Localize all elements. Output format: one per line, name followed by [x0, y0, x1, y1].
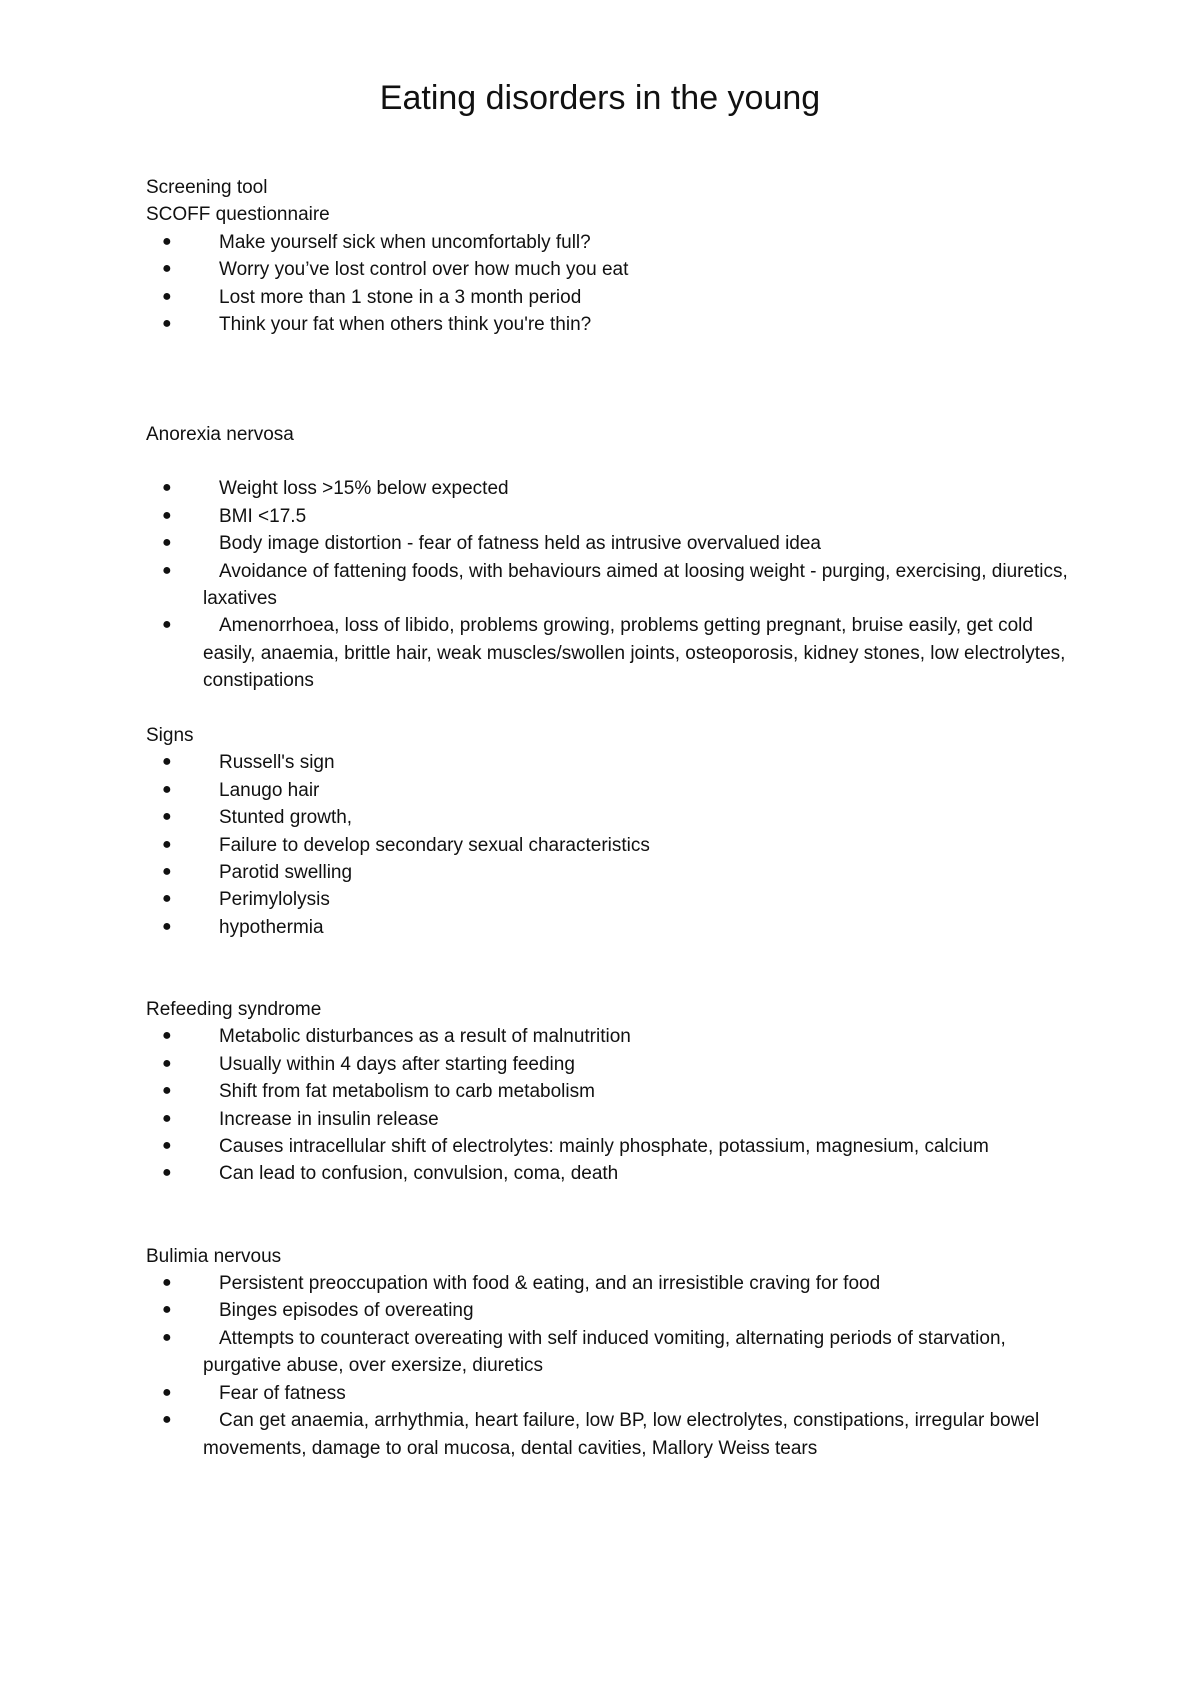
section-heading: Signs [146, 725, 194, 747]
section-heading: Refeeding syndrome [146, 999, 322, 1021]
bullet-icon: ● [162, 863, 172, 881]
bullet-icon: ● [162, 1328, 172, 1346]
list-item: ● Failure to develop secondary sexual characteristics [146, 832, 1076, 859]
list-item: ● Increase in insulin release [146, 1106, 1076, 1133]
section-screening [146, 174, 1076, 338]
bullet-icon: ● [162, 1137, 172, 1155]
list-item: ● Metabolic disturbances as a result of malnutrition [146, 1023, 1076, 1050]
bullet-icon: ● [162, 1164, 172, 1182]
bullet-icon: ● [162, 1082, 172, 1100]
bullet-icon: ● [162, 917, 172, 935]
bullet-icon: ● [162, 1109, 172, 1127]
bullet-icon: ● [162, 1274, 172, 1292]
bullet-list [146, 475, 1076, 694]
list-item: ● Perimylolysis [146, 886, 1076, 913]
bullet-icon: ● [162, 835, 172, 853]
list-item: ● Stunted growth, [146, 804, 1076, 831]
section-signs [146, 722, 1076, 941]
list-item: ● hypothermia [146, 914, 1076, 941]
bullet-icon: ● [162, 534, 172, 552]
bullet-icon: ● [162, 506, 172, 524]
bullet-icon: ● [162, 315, 172, 332]
list-item: ● Russell's sign [146, 749, 1076, 776]
bullet-icon: ● [162, 753, 172, 771]
section-heading: Bulimia nervous [146, 1245, 282, 1267]
list-item: ● Persistent preoccupation with food & eating, and an irresistible craving for food [146, 1270, 1076, 1297]
bullet-list [146, 229, 1076, 339]
list-item: ● Attempts to counteract overeating with self induced vomiting, alternating periods of starvation, purgative abuse, over exersize, diuretics [146, 1325, 1076, 1380]
bullet-icon: ● [162, 616, 172, 634]
section-heading: Anorexia nervosa [146, 423, 294, 445]
bullet-icon: ● [162, 890, 172, 908]
list-item: ● BMI <17.5 [146, 503, 1076, 530]
bullet-icon: ● [162, 479, 172, 497]
bullet-icon: ● [162, 260, 172, 278]
document-title: Eating disorders in the young [379, 79, 821, 117]
bullet-icon: ● [162, 1383, 172, 1401]
bullet-list [146, 1023, 1076, 1187]
section-subheading: SCOFF questionnaire [146, 204, 330, 226]
list-item: ● Lost more than 1 stone in a 3 month period [146, 284, 1076, 311]
list-item: ● Causes intracellular shift of electrolytes: mainly phosphate, potassium, magnesium, calcium [146, 1133, 1076, 1160]
list-item: ● Binges episodes of overeating [146, 1297, 1076, 1324]
list-item: ● Amenorrhoea, loss of libido, problems growing, problems getting pregnant, bruise easily, get cold easily, anaemia, brittle hair, weak muscles/swollen joints, osteoporosis, kidney stones, low electrolytes, constipations [146, 612, 1076, 694]
bullet-icon: ● [162, 780, 172, 798]
section-refeeding [146, 996, 1076, 1188]
bullet-icon: ● [162, 1411, 172, 1429]
bullet-icon: ● [162, 287, 172, 305]
section-bulimia [146, 1243, 1076, 1462]
bullet-icon: ● [162, 232, 172, 250]
bullet-list [146, 1270, 1076, 1462]
list-item: ● Make yourself sick when uncomfortably full? [146, 229, 1076, 256]
section-heading: Screening tool [146, 177, 268, 198]
bullet-icon: ● [162, 1054, 172, 1072]
bullet-icon: ● [162, 1027, 172, 1045]
list-item: ● Shift from fat metabolism to carb metabolism [146, 1078, 1076, 1105]
bullet-icon: ● [162, 1301, 172, 1319]
list-item: ● Can get anaemia, arrhythmia, heart failure, low BP, low electrolytes, constipations, irregular bowel movements, damage to oral mucosa, dental cavities, Mallory Weiss tears [146, 1407, 1076, 1462]
list-item: ● Worry you’ve lost control over how much you eat [146, 256, 1076, 283]
list-item: ● Avoidance of fattening foods, with behaviours aimed at loosing weight - purging, exercising, diuretics, laxatives [146, 558, 1076, 613]
bullet-icon: ● [162, 561, 172, 579]
list-item: ● Usually within 4 days after starting feeding [146, 1051, 1076, 1078]
list-item: ● Think your fat when others think you're thin? [146, 311, 1076, 338]
list-item: ● Fear of fatness [146, 1380, 1076, 1407]
document-body [146, 174, 1076, 1462]
section-anorexia [146, 421, 1076, 695]
list-item: ● Body image distortion - fear of fatness held as intrusive overvalued idea [146, 530, 1076, 557]
list-item: ● Parotid swelling [146, 859, 1076, 886]
bullet-icon: ● [162, 808, 172, 826]
list-item: ● Weight loss >15% below expected [146, 475, 1076, 502]
list-item: ● Lanugo hair [146, 777, 1076, 804]
bullet-list [146, 749, 1076, 941]
list-item: ● Can lead to confusion, convulsion, coma, death [146, 1160, 1076, 1187]
